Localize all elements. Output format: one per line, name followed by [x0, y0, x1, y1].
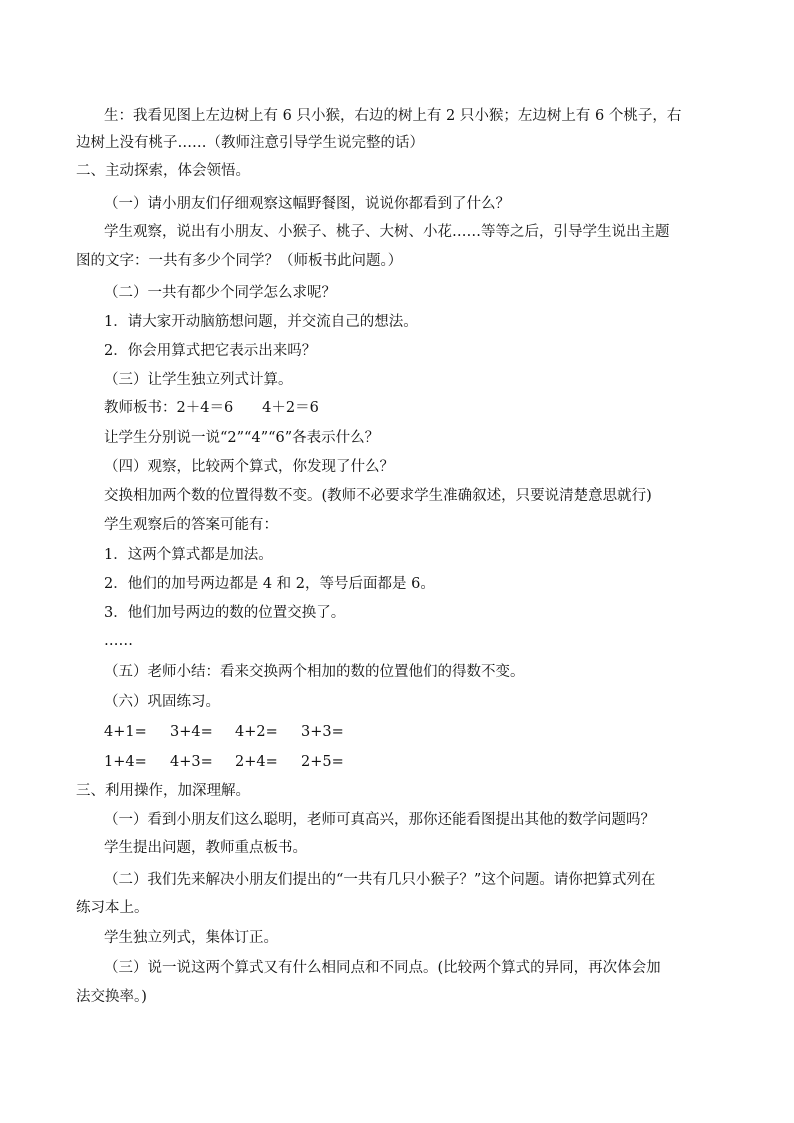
subsection-heading: （二）我们先来解决小朋友们提出的“一共有几只小猴子？”这个问题。请你把算式列在	[104, 872, 656, 888]
list-item: 1．这两个算式都是加法。	[104, 547, 273, 563]
text-line: 练习本上。	[76, 900, 149, 916]
text-line: 图的文字：一共有多少个同学？（师板书此问题。）	[76, 253, 403, 269]
subsection-heading: （六）巩固练习。	[104, 694, 220, 710]
subsection-heading: （三）说一说这两个算式又有什么相同点和不同点。(比较两个算式的异同，再次体会加	[104, 960, 661, 976]
practice-expression: 1+4=	[104, 754, 147, 770]
list-item: 2．你会用算式把它表示出来吗？	[104, 343, 317, 359]
text-line: 学生观察，说出有小朋友、小猴子、桃子、大树、小花……等等之后，引导学生说出主题	[104, 224, 670, 240]
text-line: 学生独立列式，集体订正。	[104, 930, 278, 946]
practice-expression: 2+5=	[301, 754, 344, 770]
text-line: 教师板书：2＋4＝6 4＋2＝6	[104, 400, 319, 416]
text-line: 法交换率。)	[76, 989, 147, 1005]
practice-expression: 4+3=	[170, 754, 213, 770]
text-line: ……	[104, 633, 133, 649]
text-line: 生：我看见图上左边树上有 6 只小猴，右边的树上有 2 只小猴；左边树上有 6 个桃子，右	[104, 108, 682, 124]
practice-expression: 3+3=	[301, 724, 344, 740]
subsection-heading: （四）观察，比较两个算式，你发现了什么？	[104, 459, 394, 475]
list-item: 2．他们的加号两边都是 4 和 2，等号后面都是 6。	[104, 576, 435, 592]
subsection-heading: （一）看到小朋友们这么聪明，老师可真高兴，那你还能看图提出其他的数学问题吗？	[104, 812, 655, 828]
text-line: 边树上没有桃子……（教师注意引导学生说完整的话）	[76, 135, 424, 151]
section-heading: 三、利用操作，加深理解。	[76, 783, 250, 799]
text-line: 交换相加两个数的位置得数不变。(教师不必要求学生准确叙述，只要说清楚意思就行)	[104, 488, 652, 504]
list-item: 3．他们加号两边的数的位置交换了。	[104, 605, 346, 621]
practice-expression: 2+4=	[235, 754, 278, 770]
practice-expression: 4+1=	[104, 724, 147, 740]
practice-expression: 3+4=	[170, 724, 213, 740]
text-line: 学生观察后的答案可能有：	[104, 517, 278, 533]
text-line: 学生提出问题，教师重点板书。	[104, 840, 307, 856]
subsection-heading: （一）请小朋友们仔细观察这幅野餐图，说说你都看到了什么？	[104, 196, 510, 212]
list-item: 1．请大家开动脑筋想问题，并交流自己的想法。	[104, 314, 418, 330]
subsection-heading: （二）一共有都少个同学怎么求呢？	[104, 285, 336, 301]
practice-expression: 4+2=	[235, 724, 278, 740]
subsection-heading: （三）让学生独立列式计算。	[104, 372, 293, 388]
section-heading: 二、主动探索，体会领悟。	[76, 163, 250, 179]
text-line: 让学生分别说一说“2”“4”“6”各表示什么？	[104, 430, 380, 446]
subsection-heading: （五）老师小结：看来交换两个相加的数的位置他们的得数不变。	[104, 664, 525, 680]
